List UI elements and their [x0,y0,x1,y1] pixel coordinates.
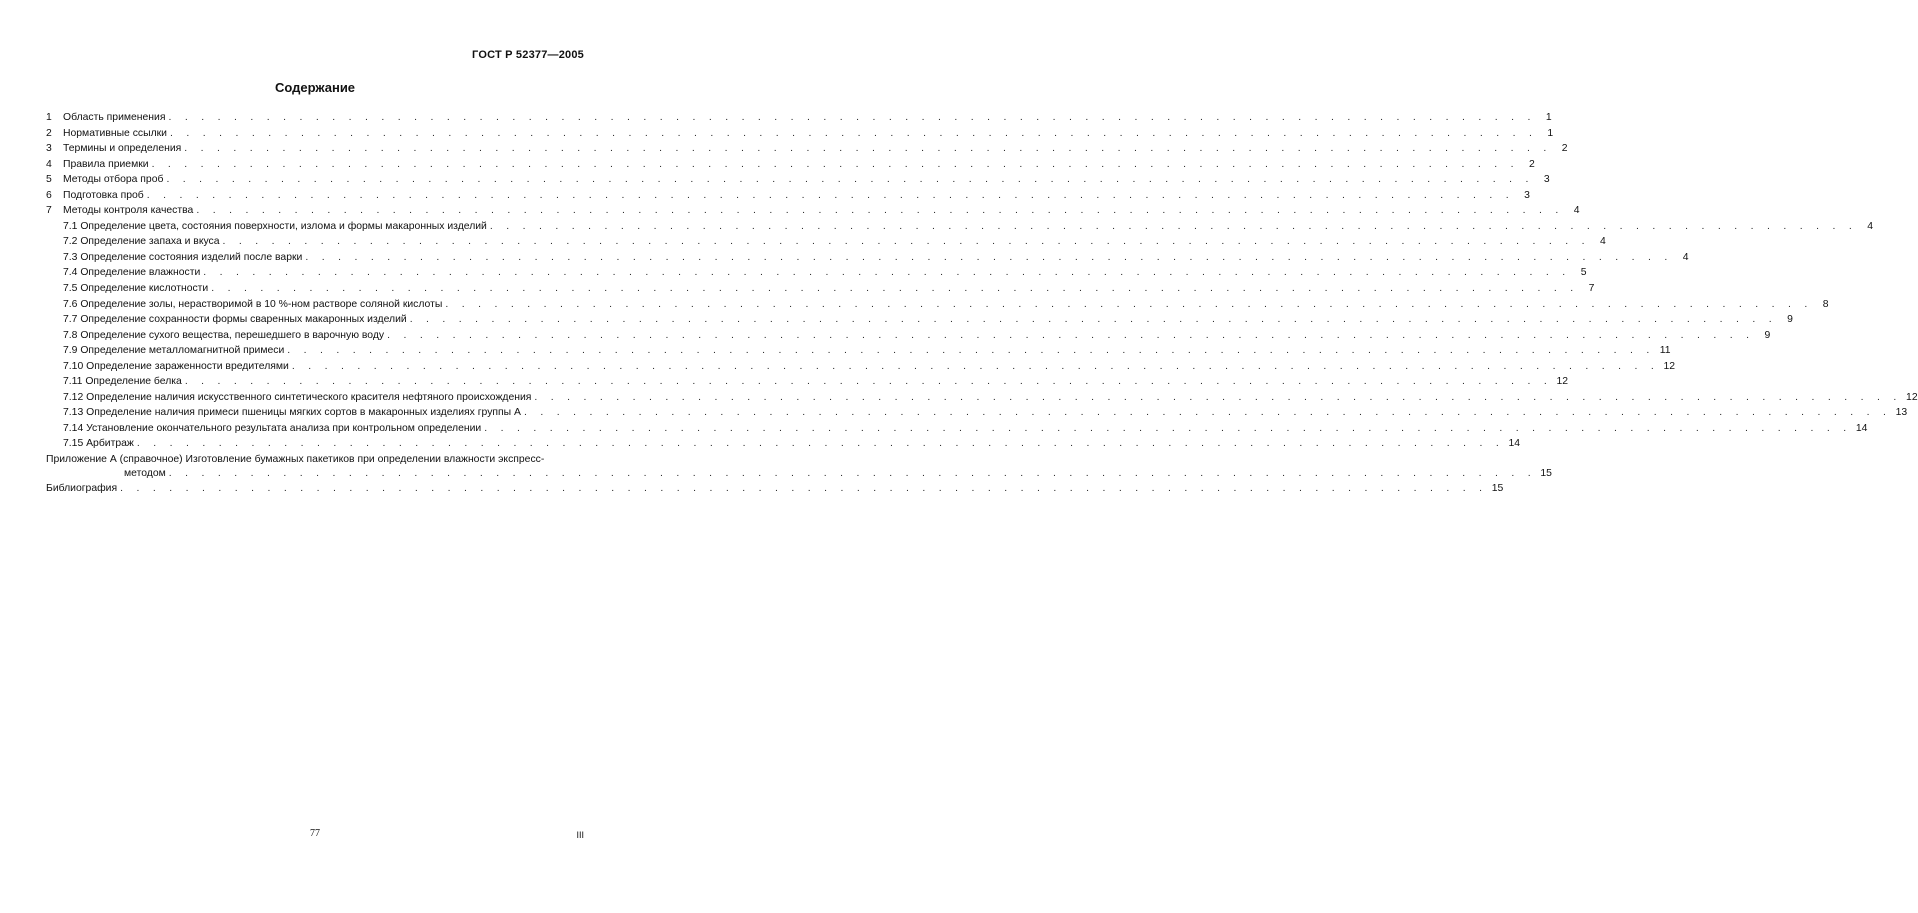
toc-entry-title: 7.15 Арбитраж [63,436,137,452]
table-of-contents [46,110,1918,497]
toc-entry[interactable] [46,297,1829,313]
toc-leader-dots: . . . . . . . . . . . . . . . . . . . . . . . . . . . . . . . . . . . . . . . . . . . . . . . . . . . . . . . . . . . . . . . . . . . . . . . . . . . . . . . . . . . . [136,438,1505,450]
toc-entry-bibliography[interactable] [46,481,1504,497]
toc-entry[interactable] [46,405,1908,421]
toc-entry-page: 12 [1659,359,1675,375]
toc-entry-title: Область применения [63,110,168,126]
toc-entry-page: 14 [1504,436,1520,452]
toc-entry-title: 7.2 Определение запаха и вкуса [63,234,223,250]
toc-entry-page: 9 [1777,312,1793,328]
toc-leader-dots: . . . . . . . . . . . . . . . . . . . . . . . . . . . . . . . . . . . . . . . . . . . . . . . . . . . . . . . . . . . . . . . . . . . . . . . . . . . . . . . . . . . . [534,391,1902,403]
toc-leader-dots: . . . . . . . . . . . . . . . . . . . . . . . . . . . . . . . . . . . . . . . . . . . . . . . . . . . . . . . . . . . . . . . . . . . . . . . . . . . . . . . . . . . . [120,483,1488,495]
toc-leader-dots: . . . . . . . . . . . . . . . . . . . . . . . . . . . . . . . . . . . . . . . . . . . . . . . . . . . . . . . . . . . . . . . . . . . . . . . . . . . . . . . . . . . . [445,298,1813,310]
toc-leader-dots: . . . . . . . . . . . . . . . . . . . . . . . . . . . . . . . . . . . . . . . . . . . . . . . . . . . . . . . . . . . . . . . . . . . . . . . . . . . . . . . . . . . . [387,329,1755,341]
toc-leader-dots: . . . . . . . . . . . . . . . . . . . . . . . . . . . . . . . . . . . . . . . . . . . . . . . . . . . . . . . . . . . . . . . . . . . . . . . . . . . . . . . . . . . . [196,205,1564,217]
toc-entry-page: 5 [1570,265,1586,281]
toc-entry-number: 4 [46,158,52,170]
toc-leader-dots: . . . . . . . . . . . . . . . . . . . . . . . . . . . . . . . . . . . . . . . . . . . . . . . . . . . . . . . . . . . . . . . . . . . . . . . . . . . . . . . . . . . . [409,314,1777,326]
document-code: ГОСТ Р 52377—2005 [472,49,584,61]
toc-leader-dots: . . . . . . . . . . . . . . . . . . . . . . . . . . . . . . . . . . . . . . . . . . . . . . . . . . . . . . . . . . . . . . . . . . . . . . . . . . . . . . . . . . . . [523,407,1892,419]
toc-entry-number: 3 [46,143,52,155]
toc-entry-page: 1 [1536,110,1552,126]
toc-leader-dots: . . . . . . . . . . . . . . . . . . . . . . . . . . . . . . . . . . . . . . . . . . . . . . . . . . . . . . . . . . . . . . . . . . . . . . . . . . . . . . . . . . . . [169,127,1538,139]
toc-entry-page: 9 [1754,328,1770,344]
toc-entry-title: 7.8 Определение сухого вещества, перешедшего в варочную воду [63,328,387,344]
toc-entry-bibliography-title: Библиография [46,481,120,497]
toc-leader-dots: . . . . . . . . . . . . . . . . . . . . . . . . . . . . . . . . . . . . . . . . . . . . . . . . . . . . . . . . . . . . . . . . . . . . . . . . . . . . . . . . . . . . [166,174,1534,186]
toc-entry-number: 2 [46,127,52,139]
toc-entry-title: 7.4 Определение влажности [63,265,203,281]
toc-entry[interactable] [46,312,1793,328]
toc-entry-appendix[interactable] [46,452,1552,481]
toc-entry-bibliography-page: 15 [1487,481,1503,497]
toc-entry-title: Термины и определения [63,141,184,157]
toc-leader-dots: . . . . . . . . . . . . . . . . . . . . . . . . . . . . . . . . . . . . . . . . . . . . . . . . . . . . . . . . . . . . . . . . . . . . . . . . . . . . . . . . . . . . [184,376,1553,388]
toc-entry-title: 7.7 Определение сохранности формы сваренных макаронных изделий [63,312,410,328]
toc-entry-number: 1 [46,112,52,123]
toc-entry-title: Правила приемки [63,157,152,173]
toc-entry[interactable] [46,141,1568,157]
toc-entry[interactable] [46,219,1874,235]
toc-entry[interactable] [46,343,1671,359]
toc-entry[interactable] [46,188,1530,204]
toc-entry[interactable] [46,126,1554,142]
toc-entry[interactable] [46,110,1552,126]
toc-entry-page: 1 [1537,126,1553,142]
toc-leader-dots: . . . . . . . . . . . . . . . . . . . . . . . . . . . . . . . . . . . . . . . . . . . . . . . . . . . . . . . . . . . . . . . . . . . . . . . . . . . . . . . . . . . . [168,112,1536,123]
toc-entry-title: 7.5 Определение кислотности [63,281,211,297]
toc-entry[interactable] [46,374,1569,390]
toc-entry-title: 7.1 Определение цвета, состояния поверхности, излома и формы макаронных изделий [63,219,490,235]
toc-entry[interactable] [46,172,1550,188]
toc-entry-title: 7.14 Установление окончательного результата анализа при контрольном определении [63,421,484,437]
toc-entry-title: Подготовка проб [63,188,147,204]
toc-leader-dots: . . . . . . . . . . . . . . . . . . . . . . . . . . . . . . . . . . . . . . . . . . . . . . . . . . . . . . . . . . . . . . . . . . . . . . . . . . . . . . . . . . . . [291,360,1660,372]
toc-entry[interactable] [46,281,1595,297]
toc-leader-dots: . . . . . . . . . . . . . . . . . . . . . . . . . . . . . . . . . . . . . . . . . . . . . . . . . . . . . . . . . . . . . . . . . . . . . . . . . . . . . . . . . . . . [489,220,1858,232]
toc-entry[interactable] [46,390,1918,406]
toc-entry-title: 7.11 Определение белка [63,374,185,390]
toc-leader-dots: . . . . . . . . . . . . . . . . . . . . . . . . . . . . . . . . . . . . . . . . . . . . . . . . . . . . . . . . . . . . . . . . . . . . . . . . . . . . . . . . . . . . [211,283,1579,295]
toc-entry-number: 6 [46,189,52,201]
toc-entry-page: 2 [1519,157,1535,173]
toc-entry-page: 4 [1673,250,1689,266]
toc-entry-page: 8 [1813,297,1829,313]
roman-page-number: III [576,830,584,840]
toc-leader-dots: . . . . . . . . . . . . . . . . . . . . . . . . . . . . . . . . . . . . . . . . . . . . . . . . . . . . . . . . . . . . . . . . . . . . . . . . . . . . . . . . . . . . [305,251,1673,263]
toc-entry-title: 7.6 Определение золы, нерастворимой в 10 %-ном растворе соляной кислоты [63,297,445,313]
toc-entry-appendix-title-line1: Приложение А (справочное) Изготовление бумажных пакетиков при определении влажности экспресс- [46,454,545,466]
toc-entry[interactable] [46,359,1676,375]
toc-title: Содержание [274,80,356,95]
toc-entry-page: 4 [1564,203,1580,219]
toc-leader-dots: . . . . . . . . . . . . . . . . . . . . . . . . . . . . . . . . . . . . . . . . . . . . . . . . . . . . . . . . . . . . . . . . . . . . . . . . . . . . . . . . . . . . [184,143,1552,155]
toc-leader-dots: . . . . . . . . . . . . . . . . . . . . . . . . . . . . . . . . . . . . . . . . . . . . . . . . . . . . . . . . . . . . . . . . . . . . . . . . . . . . . . . . . . . . [222,236,1590,248]
toc-entry-number: 7 [46,205,52,217]
toc-entry[interactable] [46,421,1868,437]
toc-entry-page: 2 [1552,141,1568,157]
toc-entry[interactable] [46,157,1535,173]
toc-entry[interactable] [46,234,1606,250]
toc-entry-page: 13 [1891,405,1907,421]
page-number: 77 [310,828,320,839]
toc-entry-title: 7.3 Определение состояния изделий после варки [63,250,305,266]
toc-leader-dots: . . . . . . . . . . . . . . . . . . . . . . . . . . . . . . . . . . . . . . . . . . . . . . . . . . . . . . . . . . . . . . . . . . . . . . . . . . . . . . . . . . . . [484,422,1852,434]
toc-entry[interactable] [46,250,1689,266]
toc-entry[interactable] [46,328,1771,344]
toc-entry-page: 4 [1857,219,1873,235]
toc-entry-page: 12 [1552,374,1568,390]
toc-entry-page: 4 [1590,234,1606,250]
toc-entry-number: 5 [46,174,52,186]
toc-entry-title: 7.10 Определение зараженности вредителями [63,359,292,375]
toc-entry[interactable] [46,265,1587,281]
toc-entry-page: 11 [1655,343,1671,359]
toc-leader-dots: . . . . . . . . . . . . . . . . . . . . . . . . . . . . . . . . . . . . . . . . . . . . . . . . . . . . . . . . . . . . . . . . . . . . . . . . . . . . . . . . . . . . [287,345,1655,357]
toc-entry-page: 3 [1514,188,1530,204]
toc-entry-title: 7.12 Определение наличия искусственного синтетического красителя нефтяного происхождения [63,390,534,406]
toc-leader-dots: . . . . . . . . . . . . . . . . . . . . . . . . . . . . . . . . . . . . . . . . . . . . . . . . . . . . . . . . . . . . . . . . . . . . . . . . . . . . . . . . . . . . [151,158,1519,170]
toc-leader-dots: . . . . . . . . . . . . . . . . . . . . . . . . . . . . . . . . . . . . . . . . . . . . . . . . . . . . . . . . . . . . . . . . . . . . . . . . . . . . . . . . . . . . [146,189,1514,201]
toc-entry-title: Методы отбора проб [63,172,166,188]
toc-entry-appendix-page: 15 [1536,466,1552,482]
toc-entry-title: Методы контроля качества [63,203,196,219]
toc-entry-appendix-title-line2: методом [124,466,169,482]
toc-entry-title: Нормативные ссылки [63,126,170,142]
toc-leader-dots: . . . . . . . . . . . . . . . . . . . . . . . . . . . . . . . . . . . . . . . . . . . . . . . . . . . . . . . . . . . . . . . . . . . . . . . . . . . . . . . . . . . . [168,468,1536,480]
toc-entry[interactable] [46,436,1521,452]
toc-entry-page: 14 [1851,421,1867,437]
toc-entry-page: 12 [1902,390,1918,406]
toc-leader-dots: . . . . . . . . . . . . . . . . . . . . . . . . . . . . . . . . . . . . . . . . . . . . . . . . . . . . . . . . . . . . . . . . . . . . . . . . . . . . . . . . . . . . [203,267,1571,279]
toc-entry-page: 7 [1578,281,1594,297]
toc-entry[interactable] [46,203,1580,219]
toc-entry-page: 3 [1534,172,1550,188]
toc-entry-title: 7.9 Определение металломагнитной примеси [63,343,287,359]
toc-entry-title: 7.13 Определение наличия примеси пшеницы мягких сортов в макаронных изделиях группы А [63,405,524,421]
